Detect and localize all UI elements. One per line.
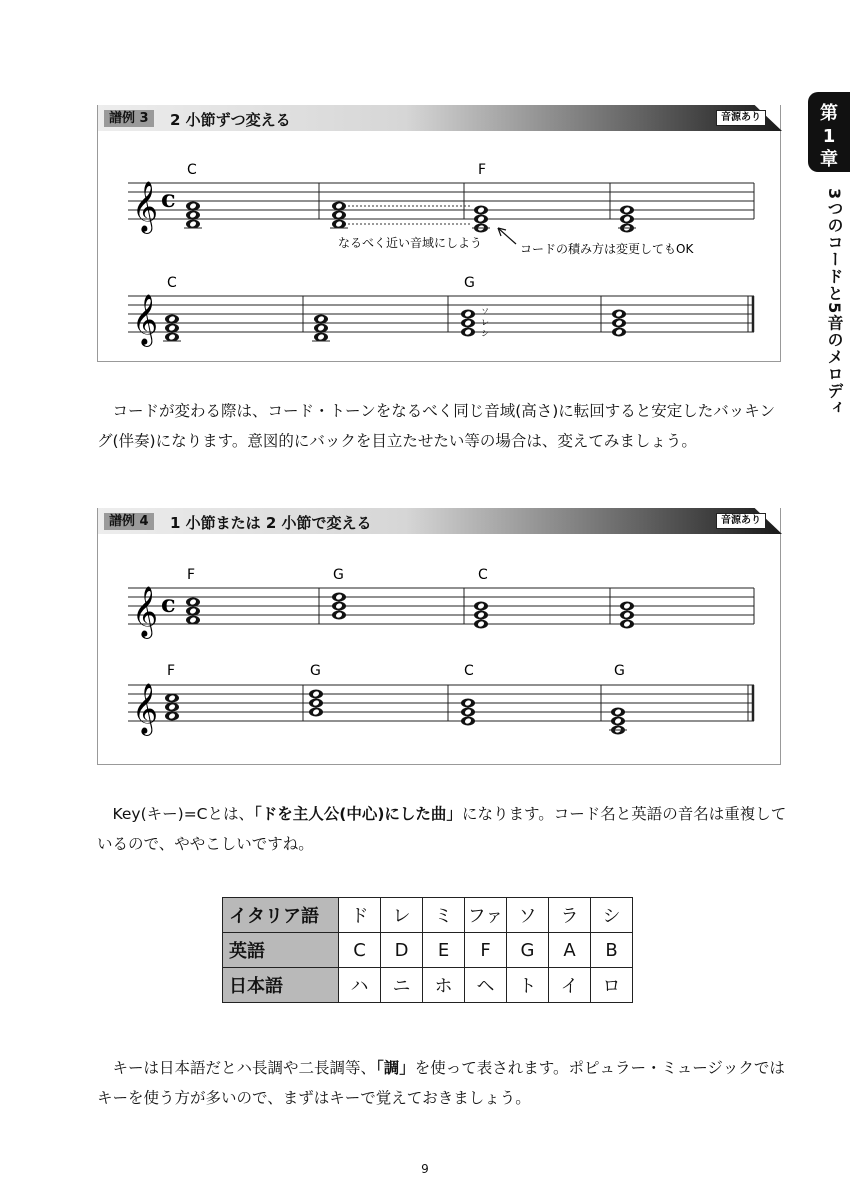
table-cell: ソ [507,898,549,933]
staff-row-1 [128,567,754,639]
chord-notes [609,708,627,735]
table-cell: E [423,933,465,968]
chord-notes [165,694,179,721]
table-row [223,898,633,933]
chord-notes [184,202,202,229]
table-cell: イ [549,968,591,1003]
chord-notes [461,699,475,726]
chord-symbol: G [464,275,475,291]
table-cell: ニ [381,968,423,1003]
para3-text: を使って表されます。ポピュラー・ミュージックではキーを使う方が多いので、まずはキーで覚えておきましょう。 [97,1059,785,1107]
chord-symbol: C [478,567,488,583]
chord-symbol: G [310,663,321,679]
table-cell: F [465,933,507,968]
para2-text: になります。コード名と英語の音名は重複しているので、ややこしいですね。 [97,805,787,853]
table-row [223,968,633,1003]
treble-clef-icon: 𝄞 [132,294,159,345]
chapter-tab [808,92,850,172]
example-4-badge: 譜例 4 [104,513,154,530]
annotation-right: コードの積み方は変更してもOK [520,242,694,256]
table-cell: ミ [423,898,465,933]
audio-badge: 音源あり [716,110,766,126]
para2-text: Key(キー)=Cとは、 [112,805,255,823]
chapter-title: 3つのコードと5音のメロディ [825,188,844,417]
table-cell: ヘ [465,968,507,1003]
table-cell: ト [507,968,549,1003]
chord-notes [163,315,181,342]
chord-notes [474,602,488,629]
range-guide [348,206,470,224]
table-cell: ファ [465,898,507,933]
example-3-badge: 譜例 3 [104,110,154,127]
chapter-tab-char: 第 [820,103,838,124]
paragraph-1: コードが変わる際は、コード・トーンをなるべく同じ音域(高さ)に転回すると安定したバッキング(伴奏)になります。意図的にバックを目立たせたい等の場合は、変えてみましょう。 [97,402,776,450]
treble-clef-icon: 𝄞 [132,586,159,637]
table-cell: D [381,933,423,968]
table-cell: C [339,933,381,968]
note-label: レ [481,318,489,327]
chord-symbol: G [614,663,625,679]
page-number: 9 [421,1162,429,1176]
chord-symbol: F [167,663,176,679]
chord-symbol: C [167,275,177,291]
table-cell: ロ [591,968,633,1003]
note-label: ソ [481,307,489,316]
treble-clef-icon: 𝄞 [132,683,159,734]
audio-badge: 音源あり [716,513,766,529]
chord-symbol: C [187,162,197,178]
staff-row-2 [128,663,754,736]
table-cell: ド [339,898,381,933]
time-signature: c [161,184,176,213]
chord-notes [461,310,475,337]
row-header: 日本語 [223,968,339,1003]
chord-notes [186,598,200,625]
table-cell: G [507,933,549,968]
annotation-left: なるべく近い音域にしよう [338,236,483,250]
chord-notes [330,202,348,229]
table-cell: ラ [549,898,591,933]
table-cell: シ [591,898,633,933]
table-cell: B [591,933,633,968]
table-row [223,933,633,968]
example-3-box [97,105,781,362]
chord-notes [332,593,346,620]
table-cell: A [549,933,591,968]
note-label: シ [481,329,489,338]
table-cell: ハ [339,968,381,1003]
arrow-icon [498,228,516,244]
chord-symbol: F [478,162,487,178]
table-cell: ホ [423,968,465,1003]
example-4-box [97,508,781,765]
table-cell: レ [381,898,423,933]
example-4-notation [98,534,782,765]
staff-row-1 [128,162,754,256]
para3-text: キーは日本語だとハ長調や二長調等、 [112,1059,377,1077]
row-header: イタリア語 [223,898,339,933]
paragraph-3 [97,1053,787,1113]
time-signature: c [161,589,176,618]
row-header: 英語 [223,933,339,968]
chapter-tab-char: 1 [822,126,836,147]
example-3-title: 2 小節ずつ変える [170,111,291,129]
note-name-table [222,897,633,1003]
chord-notes [309,690,323,717]
chord-notes [612,310,626,337]
chord-symbol: C [464,663,474,679]
para2-emphasis: 「ドを主人公(中心)にした曲」 [254,805,462,823]
example-4-title: 1 小節または 2 小節で変える [170,514,372,532]
paragraph-2 [97,799,787,859]
example-3-notation [98,131,782,362]
chord-notes [312,315,330,342]
chord-notes [618,206,636,233]
chord-notes [472,206,490,233]
chord-notes [620,602,634,629]
chord-symbol: F [187,567,196,583]
staff-row-2 [128,275,754,347]
chapter-tab-char: 章 [820,149,838,170]
para3-emphasis: 「調」 [376,1059,415,1077]
chord-symbol: G [333,567,344,583]
treble-clef-icon: 𝄞 [132,181,159,232]
